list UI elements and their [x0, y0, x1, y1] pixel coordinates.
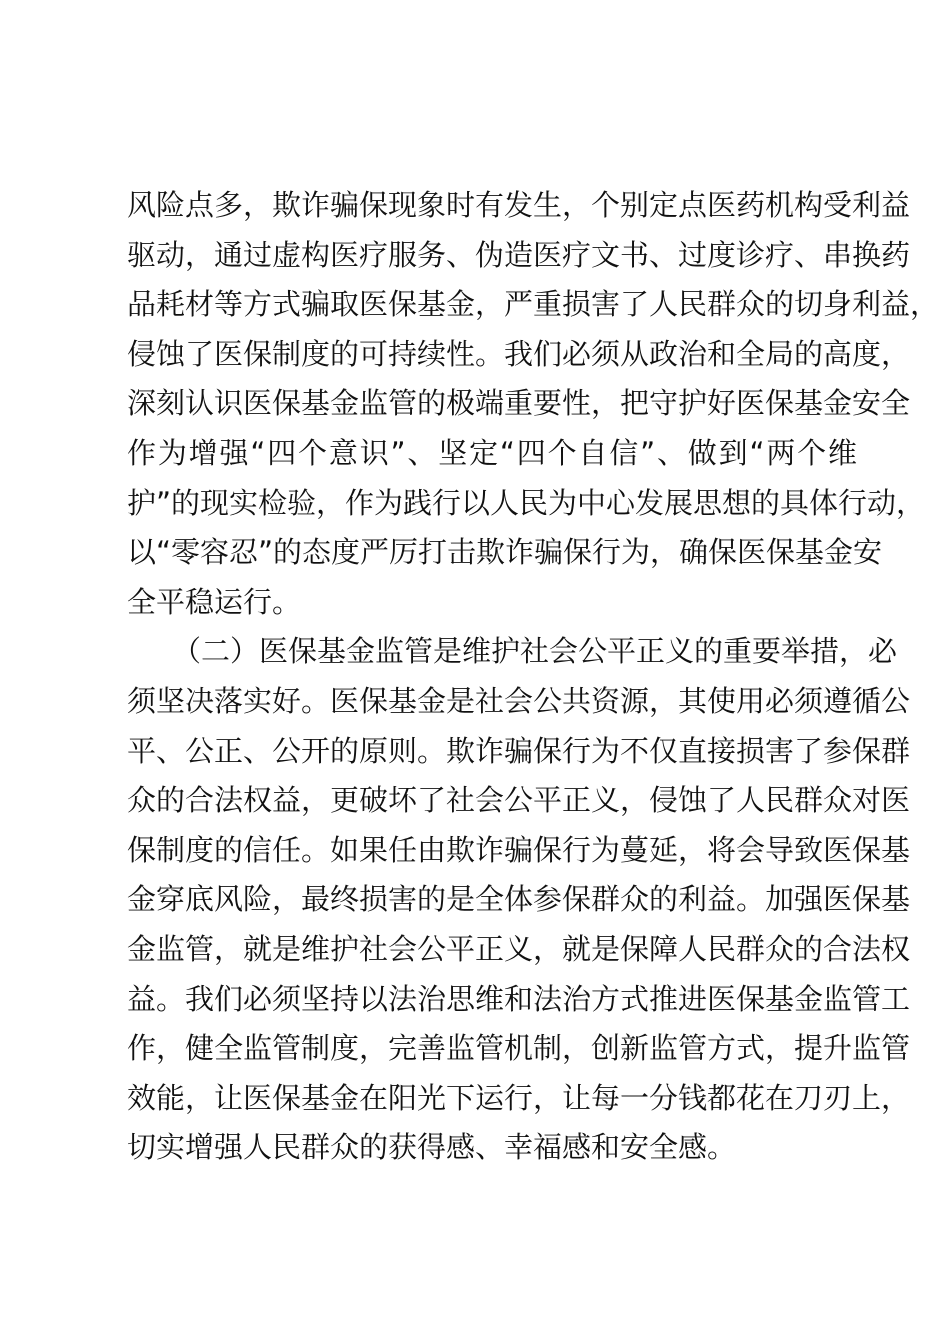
text-line: 深刻认识医保基金监管的极端重要性，把守护好医保基金安全 [127, 386, 911, 421]
text-line: 众的合法权益，更破坏了社会公平正义，侵蚀了人民群众对医 [127, 783, 911, 818]
text-line: 须坚决落实好。医保基金是社会公共资源，其使用必须遵循公 [127, 683, 911, 718]
text-line: 风险点多，欺诈骗保现象时有发生，个别定点医药机构受利益 [127, 188, 911, 222]
text-line: 益。我们必须坚持以法治思维和法治方式推进医保基金监管工 [127, 981, 911, 1016]
text-line: 效能，让医保基金在阳光下运行，让每一分钱都花在刀刃上， [127, 1080, 911, 1115]
text-line: 作为增强“四个意识”、坚定“四个自信”、做到“两个维 [127, 435, 857, 470]
text-line: 切实增强人民群众的获得感、幸福感和安全感。 [127, 1130, 737, 1165]
text-line: 作，健全监管制度，完善监管机制，创新监管方式，提升监管 [127, 1031, 911, 1066]
text-line: 品耗材等方式骗取医保基金，严重损害了人民群众的切身利益， [127, 287, 940, 322]
body-text [127, 181, 940, 1173]
text-line: 金穿底风险，最终损害的是全体参保群众的利益。加强医保基 [127, 882, 911, 917]
text-line: 侵蚀了医保制度的可持续性。我们必须从政治和全局的高度， [127, 336, 911, 371]
text-line: 金监管，就是维护社会公平正义，就是保障人民群众的合法权 [127, 931, 911, 966]
text-line: 平、公正、公开的原则。欺诈骗保行为不仅直接损害了参保群 [127, 733, 911, 768]
paragraph-start-line: （二）医保基金监管是维护社会公平正义的重要举措，必 [172, 634, 898, 669]
text-line: 全平稳运行。 [127, 584, 302, 619]
text-line: 以“零容忍”的态度严厉打击欺诈骗保行为，确保医保基金安 [127, 535, 883, 570]
text-line: 驱动，通过虚构医疗服务、伪造医疗文书、过度诊疗、串换药 [127, 237, 911, 272]
text-line: 保制度的信任。如果任由欺诈骗保行为蔓延，将会导致医保基 [127, 832, 911, 867]
text-line: 护”的现实检验，作为践行以人民为中心发展思想的具体行动， [127, 485, 926, 520]
